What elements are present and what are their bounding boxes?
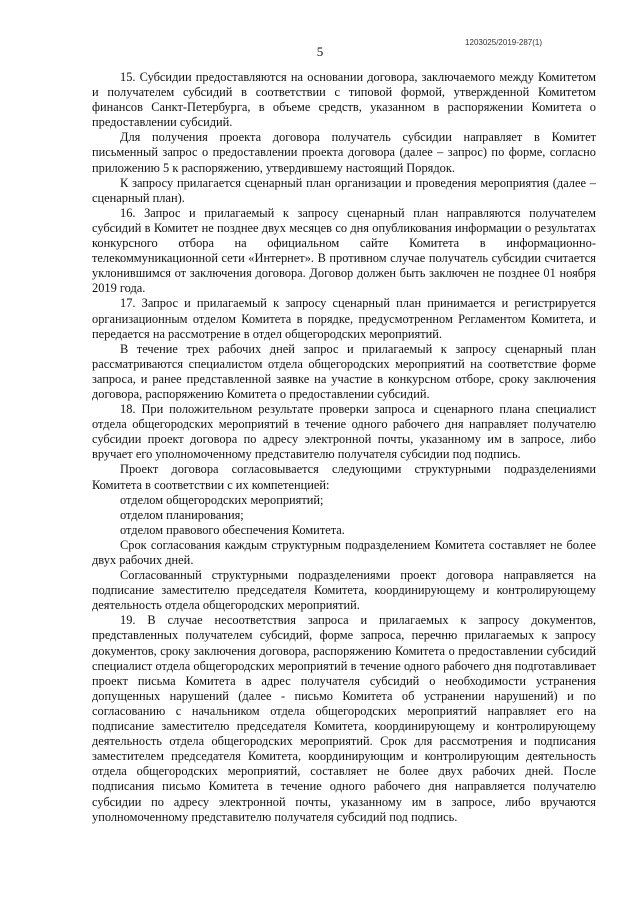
paragraph-18: 18. При положительном результате проверки запроса и сценарного плана специалист отдела общегородских мероприятий в течение одного рабочего дня направляет получателю субсидии проект договора по адресу электронной почты, указанному им в запросе, либо вручает его уполномоченному представителю получателя субсидии под подпись. <box>92 402 596 462</box>
document-id: 1203025/2019-287(1) <box>465 38 542 47</box>
list-item-department: отделом правового обеспечения Комитета. <box>120 522 345 537</box>
paragraph-approval: Проект договора согласовывается следующими структурными подразделениями Комитета в соответствии с их компетенцией: <box>92 462 596 492</box>
paragraph-19: 19. В случае несоответствия запроса и прилагаемых к запросу документов, представленных получателем субсидий, форме запроса, перечню прилагаемых к запросу документов, сроку заключения договора, распоряжению Комитета о предоставлении субсидий специалист отдела общегородских мероприятий в течение одного рабочего дня подготавливает проект письма Комитета в адрес получателя субсидий о необходимости устранения допущенных нарушений (далее - письмо Комитета об устранении нарушений) и по согласованию с начальником отдела общегородских мероприятий направляет его на подписание заместителю председателя Комитета, координирующему и контролирующему деятельность отдела общегородских мероприятий. Срок для рассмотрения и подписания заместителем председателя Комитета, координирующим и контролирующим деятельность отдела общегородских мероприятий, составляет не более двух рабочих дней. После подписания письмо Комитета в течение одного рабочего дня направляется получателю субсидии по адресу электронной почты, указанному им в запросе, либо вручаются уполномоченному представителю получателя субсидий под подпись. <box>92 613 596 824</box>
paragraph-request: Для получения проекта договора получатель субсидии направляет в Комитет письменный запрос о предоставлении проекта договора (далее – запрос) по форме, согласно приложению 5 к распоряжению, утвердившему настоящий Порядок. <box>92 130 596 175</box>
list-item-department: отделом общегородских мероприятий; <box>120 492 324 507</box>
list-item-department: отделом планирования; <box>120 507 244 522</box>
paragraph-scenario-plan: К запросу прилагается сценарный план организации и проведения мероприятия (далее – сценарный план). <box>92 175 596 205</box>
paragraph-signing: Согласованный структурными подразделениями проект договора направляется на подписание заместителю председателя Комитета, координирующему и контролирующему деятельность отдела общегородских мероприятий. <box>92 568 596 613</box>
paragraph-review: В течение трех рабочих дней запрос и прилагаемый к запросу сценарный план рассматриваются специалистом отдела общегородских мероприятий на соответствие форме запроса, и ранее представленной заявке на участие в конкурсном отборе, сроку заключения договора, распоряжению Комитета о предоставлении субсидий. <box>92 341 596 401</box>
document-body <box>92 70 596 825</box>
paragraph-16: 16. Запрос и прилагаемый к запросу сценарный план направляются получателем субсидий в Комитет не позднее двух месяцев со дня опубликования информации о результатах конкурсного отбора на официальном сайте Комитета в информационно-телекоммуникационной сети «Интернет». В противном случае получатель субсидии считается уклонившимся от заключения договора. Договор должен быть заключен не позднее 01 ноября 2019 года. <box>92 205 596 296</box>
paragraph-17: 17. Запрос и прилагаемый к запросу сценарный план принимается и регистрируется организационным отделом Комитета в порядке, предусмотренном Регламентом Комитета, и передается на рассмотрение в отдел общегородских мероприятий. <box>92 296 596 341</box>
page-number: 5 <box>316 44 324 59</box>
paragraph-approval-term: Срок согласования каждым структурным подразделением Комитета составляет не более двух рабочих дней. <box>92 537 596 567</box>
paragraph-15: 15. Субсидии предоставляются на основании договора, заключаемого между Комитетом и получателем субсидий в соответствии с типовой формой, утвержденной Комитетом финансов Санкт-Петербурга, в объеме средств, указанном в распоряжении Комитета о предоставлении субсидий. <box>92 70 596 130</box>
